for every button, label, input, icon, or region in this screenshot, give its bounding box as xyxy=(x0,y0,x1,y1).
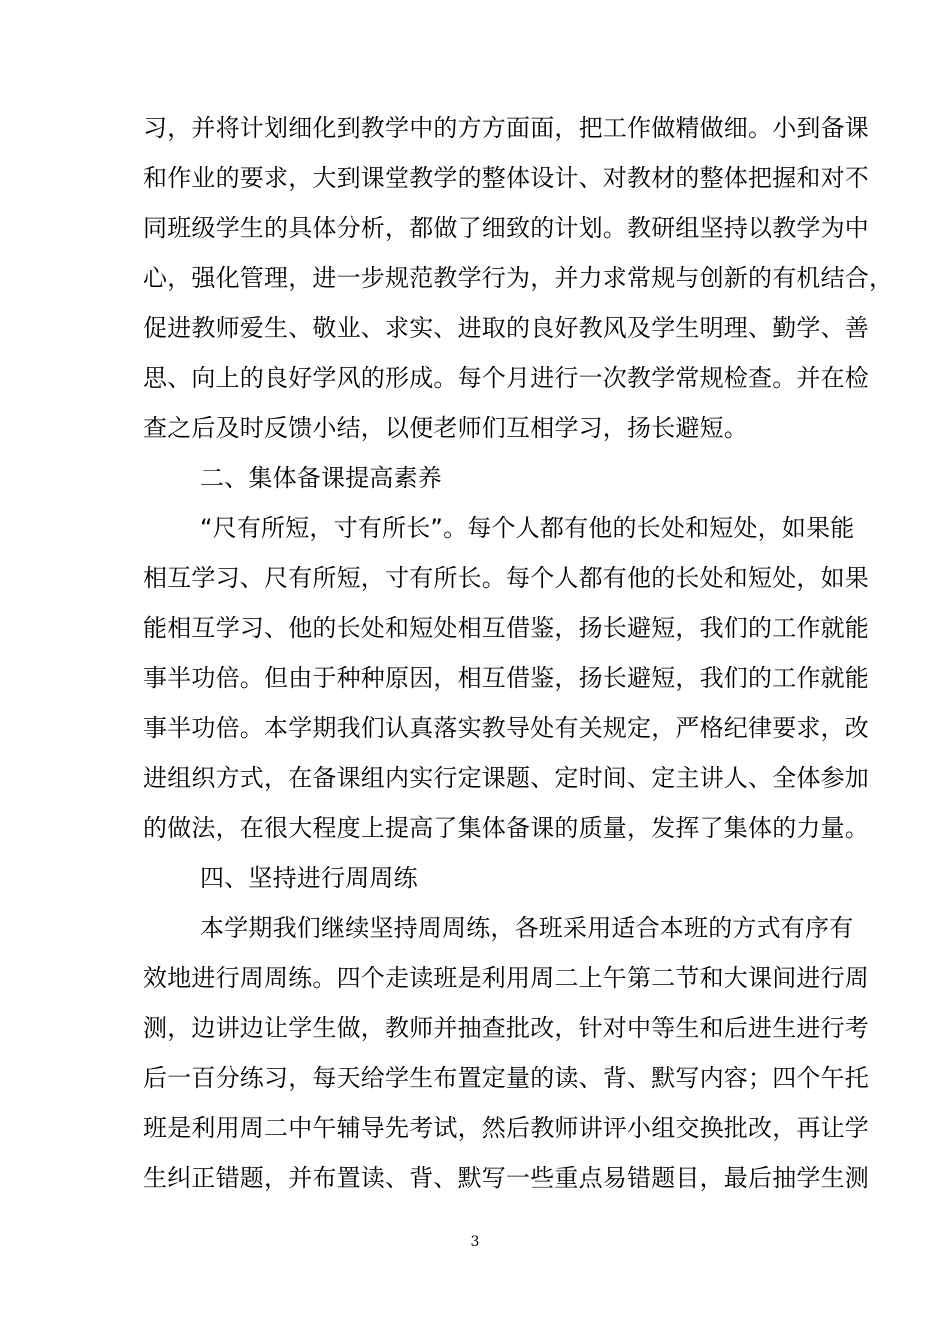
body-text-line: 班是利用周二中午辅导先考试，然后教师讲评小组交换批改，再让学 xyxy=(143,1114,869,1142)
paragraph-first-line: “尺有所短，寸有所长”。每个人都有他的长处和短处，如果能 xyxy=(200,514,855,542)
body-text-line: 查之后及时反馈小结，以便老师们互相学习，扬长避短。 xyxy=(143,414,748,442)
body-text-line: 进组织方式，在备课组内实行定课题、定时间、定主讲人、全体参加 xyxy=(143,764,869,792)
body-text-line: 心，强化管理，进一步规范教学行为，并力求常规与创新的有机结合， xyxy=(143,264,894,292)
body-text-line: 的做法，在很大程度上提高了集体备课的质量，发挥了集体的力量。 xyxy=(143,814,869,842)
body-text-line: 生纠正错题，并布置读、背、默写一些重点易错题目，最后抽学生测 xyxy=(143,1164,869,1192)
body-text-line: 后一百分练习，每天给学生布置定量的读、背、默写内容；四个午托 xyxy=(143,1064,869,1092)
body-text-line: 相互学习、尺有所短，寸有所长。每个人都有他的长处和短处，如果 xyxy=(143,564,869,592)
body-text-line: 事半功倍。但由于种种原因，相互借鉴，扬长避短，我们的工作就能 xyxy=(143,664,869,692)
section-heading: 四、坚持进行周周练 xyxy=(200,864,418,892)
body-text-line: 促进教师爱生、敬业、求实、进取的良好教风及学生明理、勤学、善 xyxy=(143,314,869,342)
body-text-line: 能相互学习、他的长处和短处相互借鉴，扬长避短，我们的工作就能 xyxy=(143,614,869,642)
body-text-line: 同班级学生的具体分析，都做了细致的计划。教研组坚持以教学为中 xyxy=(143,214,869,242)
body-text-line: 效地进行周周练。四个走读班是利用周二上午第二节和大课间进行周 xyxy=(143,964,869,992)
paragraph-first-line: 本学期我们继续坚持周周练，各班采用适合本班的方式有序有 xyxy=(200,914,854,942)
body-text-line: 习，并将计划细化到教学中的方方面面，把工作做精做细。小到备课 xyxy=(143,114,869,142)
body-text-line: 思、向上的良好学风的形成。每个月进行一次教学常规检查。并在检 xyxy=(143,364,869,392)
body-text-line: 事半功倍。本学期我们认真落实教导处有关规定，严格纪律要求，改 xyxy=(143,714,869,742)
page-number: 3 xyxy=(470,1234,480,1250)
section-heading: 二、集体备课提高素养 xyxy=(200,464,442,492)
body-text-line: 测，边讲边让学生做，教师并抽查批改，针对中等生和后进生进行考 xyxy=(143,1014,869,1042)
body-text-line: 和作业的要求，大到课堂教学的整体设计、对教材的整体把握和对不 xyxy=(143,164,869,192)
